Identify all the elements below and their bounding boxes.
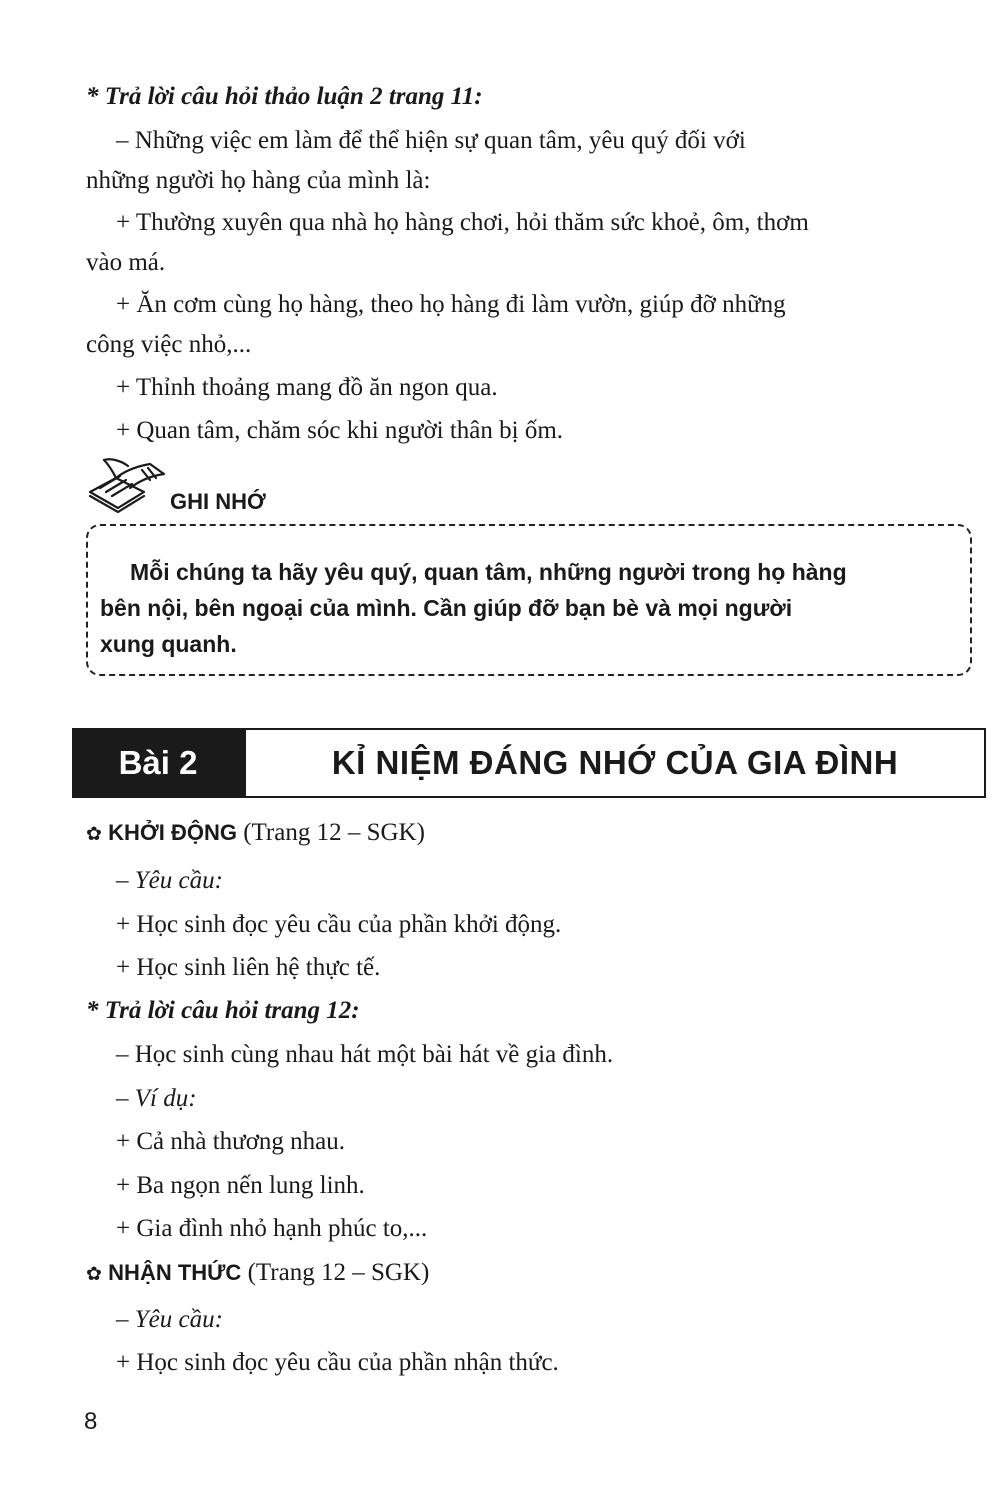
khoi-dong-title: KHỞI ĐỘNG bbox=[108, 820, 237, 845]
intro-line-2: những người họ hàng của mình là: bbox=[86, 167, 431, 194]
example-1: + Cả nhà thương nhau. bbox=[116, 1128, 346, 1155]
flower-icon: ✿ bbox=[86, 824, 102, 845]
bullet-3: + Thỉnh thoảng mang đồ ăn ngon qua. bbox=[116, 374, 498, 401]
bullet-4: + Quan tâm, chăm sóc khi người thân bị ốm. bbox=[116, 417, 564, 444]
flower-icon: ✿ bbox=[86, 1264, 102, 1285]
nhan-thuc-title: NHẬN THỨC bbox=[108, 1260, 242, 1285]
example-2: + Ba ngọn nến lung linh. bbox=[116, 1172, 365, 1199]
page-number: 8 bbox=[84, 1408, 98, 1435]
remember-line-1: Mỗi chúng ta hãy yêu quý, quan tâm, những người trong họ hàng bbox=[130, 559, 847, 585]
bullet-1-line-2: vào má. bbox=[86, 249, 166, 276]
remember-line-2: bên nội, bên ngoại của mình. Cần giúp đỡ bạn bè và mọi người bbox=[100, 595, 793, 621]
open-book-icon bbox=[86, 452, 168, 514]
nhan-thuc-heading bbox=[86, 1258, 429, 1290]
remember-line-3: xung quanh. bbox=[100, 631, 237, 657]
intro-line-1: – Những việc em làm để thể hiện sự quan tâm, yêu quý đối với bbox=[116, 127, 746, 154]
example-label: – Ví dụ: bbox=[116, 1085, 197, 1112]
example-3: + Gia đình nhỏ hạnh phúc to,... bbox=[116, 1215, 428, 1242]
nhan-thuc-requirement-label: – Yêu cầu: bbox=[116, 1306, 223, 1333]
khoi-dong-requirement-label: – Yêu cầu: bbox=[116, 867, 223, 894]
bullet-2-line-2: công việc nhỏ,... bbox=[86, 331, 252, 358]
khoi-dong-heading bbox=[86, 818, 425, 850]
khoi-dong-requirement-1: + Học sinh đọc yêu cầu của phần khởi động. bbox=[116, 911, 562, 938]
bullet-1-line-1: + Thường xuyên qua nhà họ hàng chơi, hỏi thăm sức khoẻ, ôm, thơm bbox=[116, 209, 809, 236]
khoi-dong-ref: (Trang 12 – SGK) bbox=[243, 819, 425, 846]
ghi-nho-label: GHI NHỚ bbox=[170, 489, 266, 514]
nhan-thuc-requirement-1: + Học sinh đọc yêu cầu của phần nhận thức. bbox=[116, 1349, 559, 1376]
khoi-dong-answer-heading: * Trả lời câu hỏi trang 12: bbox=[86, 997, 360, 1024]
lesson-number: Bài 2 bbox=[72, 728, 244, 798]
khoi-dong-answer-1: – Học sinh cùng nhau hát một bài hát về gia đình. bbox=[116, 1041, 614, 1068]
discussion-heading: * Trả lời câu hỏi thảo luận 2 trang 11: bbox=[86, 83, 483, 110]
bullet-2-line-1: + Ăn cơm cùng họ hàng, theo họ hàng đi làm vườn, giúp đỡ những bbox=[116, 291, 786, 318]
nhan-thuc-ref: (Trang 12 – SGK) bbox=[247, 1259, 430, 1286]
khoi-dong-requirement-2: + Học sinh liên hệ thực tế. bbox=[116, 954, 381, 981]
lesson-title: KỈ NIỆM ĐÁNG NHỚ CỦA GIA ĐÌNH bbox=[244, 728, 986, 798]
